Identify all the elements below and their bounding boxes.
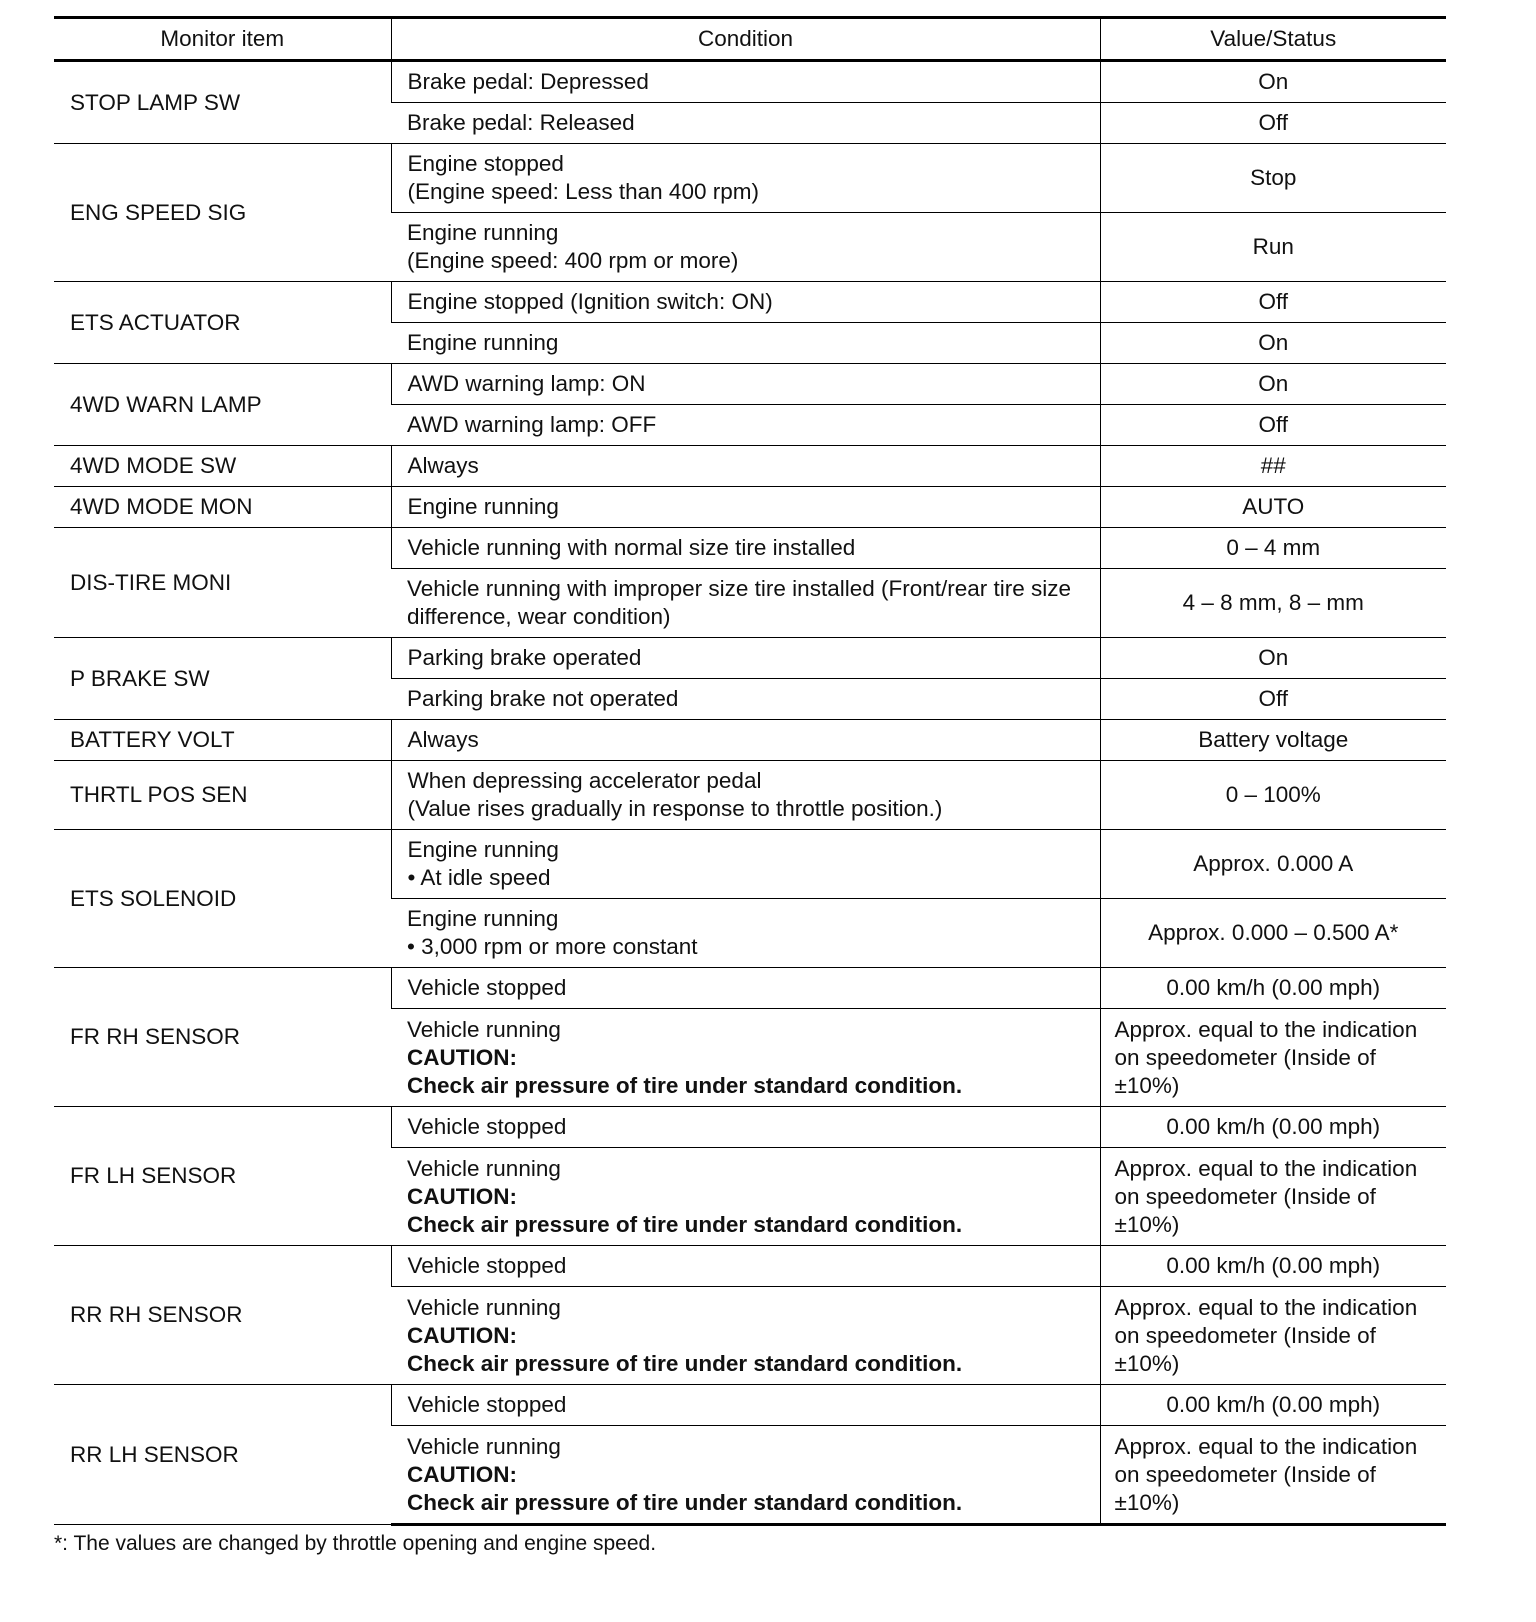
condition-cell: [391, 761, 1100, 830]
value-status-cell: [1100, 1246, 1446, 1287]
condition-line: AWD warning lamp: ON: [407, 371, 646, 396]
condition-line: Vehicle stopped: [407, 1253, 567, 1278]
condition-line: Engine stopped (Ignition switch: ON): [407, 289, 773, 314]
monitor-table: [54, 16, 1446, 1526]
value-line: Run: [1252, 234, 1294, 259]
condition-line: Vehicle running with improper size tire installed (Front/rear tire size: [407, 576, 1072, 601]
condition-cell: [391, 830, 1100, 899]
value-status-cell: [1100, 638, 1446, 679]
condition-cell: [391, 899, 1100, 968]
value-line: AUTO: [1242, 494, 1305, 519]
monitor-item-cell: 4WD MODE SW: [54, 446, 391, 487]
table-row: [54, 144, 1446, 213]
condition-cell: [391, 1107, 1100, 1148]
table-body: [54, 61, 1446, 1525]
condition-line: Vehicle stopped: [407, 975, 567, 1000]
value-status-cell: [1100, 528, 1446, 569]
caution-text: Check air pressure of tire under standard condition.: [407, 1489, 963, 1515]
monitor-item-cell: FR LH SENSOR: [54, 1107, 391, 1246]
value-status-cell: [1100, 968, 1446, 1009]
caution-label: CAUTION:: [407, 1461, 517, 1487]
condition-cell: [391, 1246, 1100, 1287]
condition-line: Engine running: [407, 220, 559, 245]
value-status-cell: [1100, 1009, 1446, 1107]
condition-cell: [391, 1148, 1100, 1246]
document: [54, 16, 1446, 1556]
value-status-cell: [1100, 679, 1446, 720]
condition-line: Brake pedal: Released: [407, 110, 635, 135]
condition-cell: [391, 213, 1100, 282]
condition-cell: [391, 282, 1100, 323]
condition-line: Engine running: [407, 906, 559, 931]
monitor-item-cell: STOP LAMP SW: [54, 61, 391, 144]
value-status-cell: [1100, 364, 1446, 405]
table-row: [54, 968, 1446, 1009]
condition-line: Vehicle running: [407, 1016, 561, 1042]
table-row: [54, 761, 1446, 830]
value-status-cell: [1100, 213, 1446, 282]
value-status-cell: [1100, 1148, 1446, 1246]
value-status-cell: [1100, 446, 1446, 487]
condition-cell: [391, 1009, 1100, 1107]
condition-cell: [391, 323, 1100, 364]
condition-cell: [391, 679, 1100, 720]
condition-line: (Engine speed: Less than 400 rpm): [407, 179, 759, 204]
table-row: [54, 282, 1446, 323]
condition-line: • 3,000 rpm or more constant: [407, 934, 698, 959]
monitor-item-cell: ENG SPEED SIG: [54, 144, 391, 282]
condition-line: Engine running: [407, 494, 559, 519]
caution-text: Check air pressure of tire under standard condition.: [407, 1350, 963, 1376]
value-status-cell: [1100, 569, 1446, 638]
condition-cell: [391, 638, 1100, 679]
monitor-item-cell: RR LH SENSOR: [54, 1385, 391, 1525]
condition-line: Vehicle stopped: [407, 1114, 567, 1139]
value-line: 0 – 100%: [1225, 782, 1321, 807]
table-row: [54, 830, 1446, 899]
value-status-cell: [1100, 103, 1446, 144]
value-line: 0.00 km/h (0.00 mph): [1166, 1392, 1381, 1417]
monitor-item-cell: P BRAKE SW: [54, 638, 391, 720]
condition-cell: [391, 446, 1100, 487]
condition-cell: [391, 61, 1100, 103]
condition-line: Engine running: [407, 837, 559, 862]
condition-cell: [391, 968, 1100, 1009]
value-line: On: [1258, 645, 1289, 670]
value-line: 0.00 km/h (0.00 mph): [1166, 975, 1381, 1000]
table-row: [54, 720, 1446, 761]
value-line: On: [1258, 371, 1289, 396]
value-line: Approx. equal to the indication: [1114, 1155, 1418, 1181]
table-row: [54, 1385, 1446, 1426]
value-status-cell: [1100, 1107, 1446, 1148]
table-row: [54, 364, 1446, 405]
value-line: On: [1258, 69, 1289, 94]
monitor-item-cell: 4WD MODE MON: [54, 487, 391, 528]
value-status-cell: [1100, 144, 1446, 213]
header-row: [54, 18, 1446, 61]
header-monitor-item: Monitor item: [54, 18, 391, 61]
value-line: On: [1258, 330, 1289, 355]
value-line: ±10%): [1114, 1072, 1180, 1098]
value-line: on speedometer (Inside of: [1114, 1044, 1376, 1070]
condition-line: difference, wear condition): [407, 604, 671, 629]
condition-cell: [391, 364, 1100, 405]
value-line: on speedometer (Inside of: [1114, 1322, 1376, 1348]
condition-line: Vehicle running: [407, 1294, 561, 1320]
condition-cell: [391, 487, 1100, 528]
caution-text: Check air pressure of tire under standard condition.: [407, 1072, 963, 1098]
condition-line: Always: [407, 727, 479, 752]
condition-line: Vehicle running: [407, 1433, 561, 1459]
condition-cell: [391, 405, 1100, 446]
value-line: ±10%): [1114, 1211, 1180, 1237]
value-line: Stop: [1250, 165, 1297, 190]
monitor-item-cell: DIS-TIRE MONI: [54, 528, 391, 638]
table-row: [54, 1107, 1446, 1148]
condition-cell: [391, 1287, 1100, 1385]
value-status-cell: [1100, 1385, 1446, 1426]
table-row: [54, 638, 1446, 679]
value-line: Off: [1258, 289, 1289, 314]
value-status-cell: [1100, 899, 1446, 968]
value-line: ##: [1260, 453, 1286, 478]
value-status-cell: [1100, 61, 1446, 103]
condition-line: Vehicle stopped: [407, 1392, 567, 1417]
value-line: Battery voltage: [1198, 727, 1349, 752]
condition-line: AWD warning lamp: OFF: [407, 412, 657, 437]
monitor-item-cell: 4WD WARN LAMP: [54, 364, 391, 446]
value-line: Approx. equal to the indication: [1114, 1016, 1418, 1042]
value-line: Approx. 0.000 A: [1193, 851, 1354, 876]
value-line: Approx. equal to the indication: [1114, 1433, 1418, 1459]
header-value-status: Value/Status: [1100, 18, 1446, 61]
condition-cell: [391, 103, 1100, 144]
monitor-item-cell: BATTERY VOLT: [54, 720, 391, 761]
value-line: 0 – 4 mm: [1226, 535, 1321, 560]
condition-line: • At idle speed: [407, 865, 551, 890]
value-line: ±10%): [1114, 1489, 1180, 1515]
value-line: Approx. 0.000 – 0.500 A*: [1148, 920, 1399, 945]
condition-line: Parking brake operated: [407, 645, 642, 670]
condition-cell: [391, 1385, 1100, 1426]
value-line: Approx. equal to the indication: [1114, 1294, 1418, 1320]
value-status-cell: [1100, 720, 1446, 761]
condition-line: Vehicle running with normal size tire installed: [407, 535, 856, 560]
condition-line: Always: [407, 453, 479, 478]
value-status-cell: [1100, 761, 1446, 830]
table-row: [54, 1246, 1446, 1287]
table-row: [54, 61, 1446, 103]
condition-line: Engine running: [407, 330, 559, 355]
table-row: [54, 528, 1446, 569]
value-status-cell: [1100, 487, 1446, 528]
value-status-cell: [1100, 282, 1446, 323]
value-line: Off: [1258, 686, 1289, 711]
monitor-item-cell: THRTL POS SEN: [54, 761, 391, 830]
condition-line: Brake pedal: Depressed: [407, 69, 649, 94]
value-line: on speedometer (Inside of: [1114, 1183, 1376, 1209]
value-line: on speedometer (Inside of: [1114, 1461, 1376, 1487]
condition-line: When depressing accelerator pedal: [407, 768, 762, 793]
condition-line: (Value rises gradually in response to throttle position.): [407, 796, 943, 821]
monitor-item-cell: ETS SOLENOID: [54, 830, 391, 968]
condition-cell: [391, 144, 1100, 213]
caution-text: Check air pressure of tire under standard condition.: [407, 1211, 963, 1237]
value-line: 0.00 km/h (0.00 mph): [1166, 1114, 1381, 1139]
value-status-cell: [1100, 830, 1446, 899]
caution-label: CAUTION:: [407, 1044, 517, 1070]
value-status-cell: [1100, 323, 1446, 364]
condition-line: Engine stopped: [407, 151, 564, 176]
footnote: *: The values are changed by throttle opening and engine speed.: [54, 1532, 657, 1555]
value-status-cell: [1100, 405, 1446, 446]
value-line: 0.00 km/h (0.00 mph): [1166, 1253, 1381, 1278]
condition-cell: [391, 1426, 1100, 1525]
condition-cell: [391, 528, 1100, 569]
value-status-cell: [1100, 1287, 1446, 1385]
condition-cell: [391, 569, 1100, 638]
value-line: Off: [1258, 110, 1289, 135]
value-line: Off: [1258, 412, 1289, 437]
condition-line: (Engine speed: 400 rpm or more): [407, 248, 739, 273]
condition-line: Parking brake not operated: [407, 686, 679, 711]
condition-line: Vehicle running: [407, 1155, 561, 1181]
monitor-item-cell: FR RH SENSOR: [54, 968, 391, 1107]
monitor-item-cell: ETS ACTUATOR: [54, 282, 391, 364]
condition-cell: [391, 720, 1100, 761]
caution-label: CAUTION:: [407, 1183, 517, 1209]
value-line: 4 – 8 mm, 8 – mm: [1182, 590, 1364, 615]
value-line: ±10%): [1114, 1350, 1180, 1376]
table-row: [54, 446, 1446, 487]
value-status-cell: [1100, 1426, 1446, 1525]
header-condition: Condition: [391, 18, 1100, 61]
table-row: [54, 487, 1446, 528]
monitor-item-cell: RR RH SENSOR: [54, 1246, 391, 1385]
caution-label: CAUTION:: [407, 1322, 517, 1348]
